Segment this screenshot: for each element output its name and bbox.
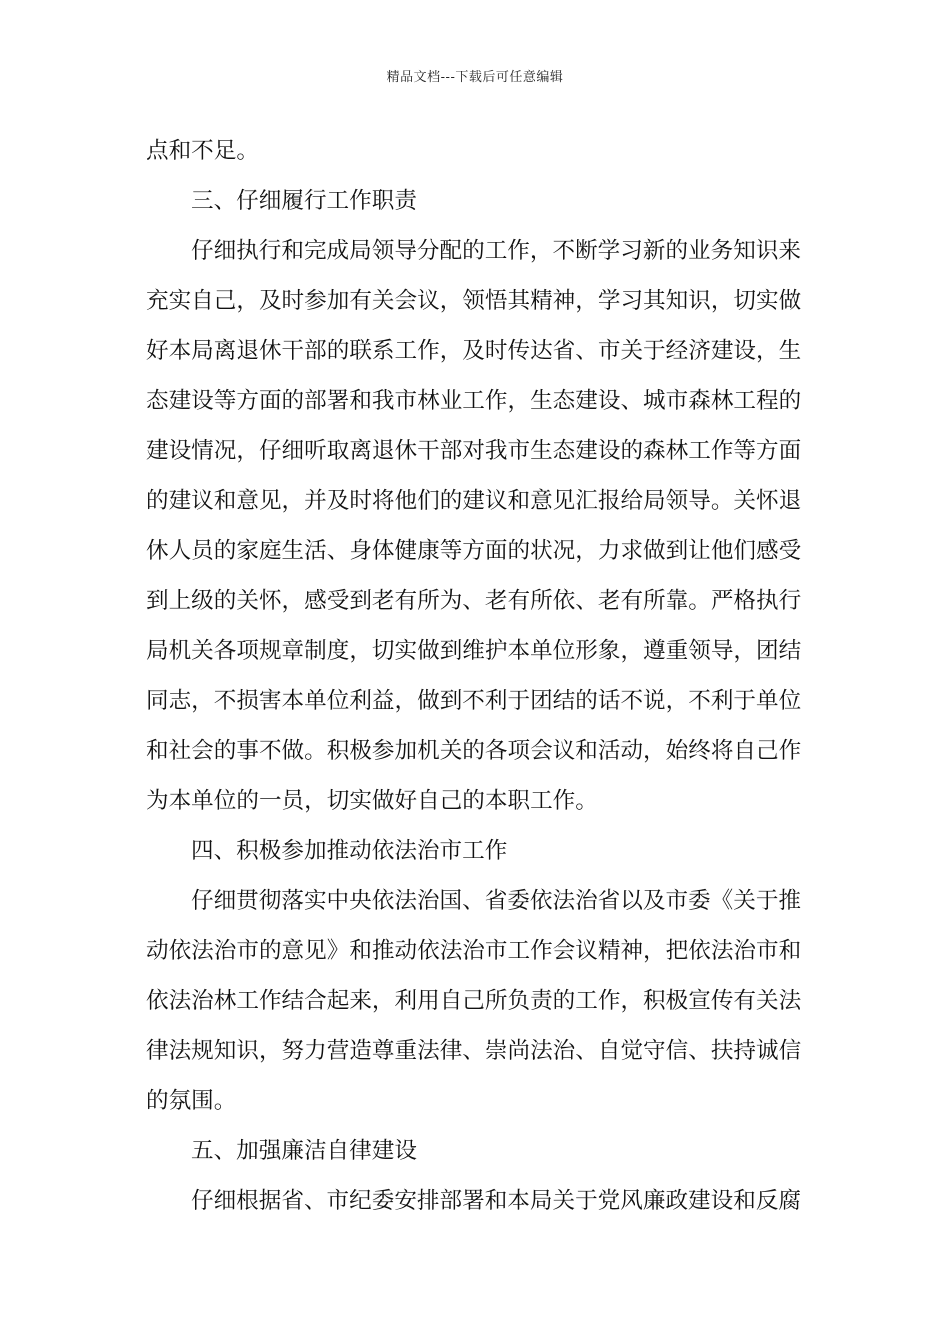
section-heading: 四、积极参加推动依法治市工作 (191, 838, 508, 864)
text-line: 充实自己，及时参加有关会议，领悟其精神，学习其知识，切实做 (146, 288, 802, 314)
text-line: 和社会的事不做。积极参加机关的各项会议和活动，始终将自己作 (146, 738, 802, 764)
text-line: 依法治林工作结合起来，利用自己所负责的工作，积极宣传有关法 (146, 988, 802, 1014)
text-line: 仔细贯彻落实中央依法治国、省委依法治省以及市委《关于推 (191, 888, 802, 914)
text-line: 仔细根据省、市纪委安排部署和本局关于党风廉政建设和反腐 (191, 1188, 802, 1214)
text-line: 动依法治市的意见》和推动依法治市工作会议精神，把依法治市和 (146, 938, 802, 964)
section-heading: 五、加强廉洁自律建设 (191, 1138, 417, 1164)
text-line: 休人员的家庭生活、身体健康等方面的状况，力求做到让他们感受 (146, 538, 802, 564)
page-header: 精品文档---下载后可任意编辑 (386, 70, 564, 85)
text-line: 为本单位的一员，切实做好自己的本职工作。 (146, 788, 598, 814)
section-heading: 三、仔细履行工作职责 (191, 188, 417, 214)
text-line: 律法规知识，努力营造尊重法律、崇尚法治、自觉守信、扶持诚信 (146, 1038, 802, 1064)
text-line: 仔细执行和完成局领导分配的工作，不断学习新的业务知识来 (191, 238, 802, 264)
text-line: 的氛围。 (146, 1088, 237, 1114)
text-line: 建设情况，仔细听取离退休干部对我市生态建设的森林工作等方面 (146, 438, 802, 464)
text-line: 点和不足。 (146, 138, 259, 164)
text-line: 到上级的关怀，感受到老有所为、老有所依、老有所靠。严格执行 (146, 588, 802, 614)
text-line: 同志，不损害本单位利益，做到不利于团结的话不说，不利于单位 (146, 688, 802, 714)
text-line: 的建议和意见，并及时将他们的建议和意见汇报给局领导。关怀退 (146, 488, 802, 514)
text-line: 好本局离退休干部的联系工作，及时传达省、市关于经济建设，生 (146, 338, 802, 364)
text-line: 局机关各项规章制度，切实做到维护本单位形象，遵重领导，团结 (146, 638, 802, 664)
text-line: 态建设等方面的部署和我市林业工作，生态建设、城市森林工程的 (146, 388, 802, 414)
